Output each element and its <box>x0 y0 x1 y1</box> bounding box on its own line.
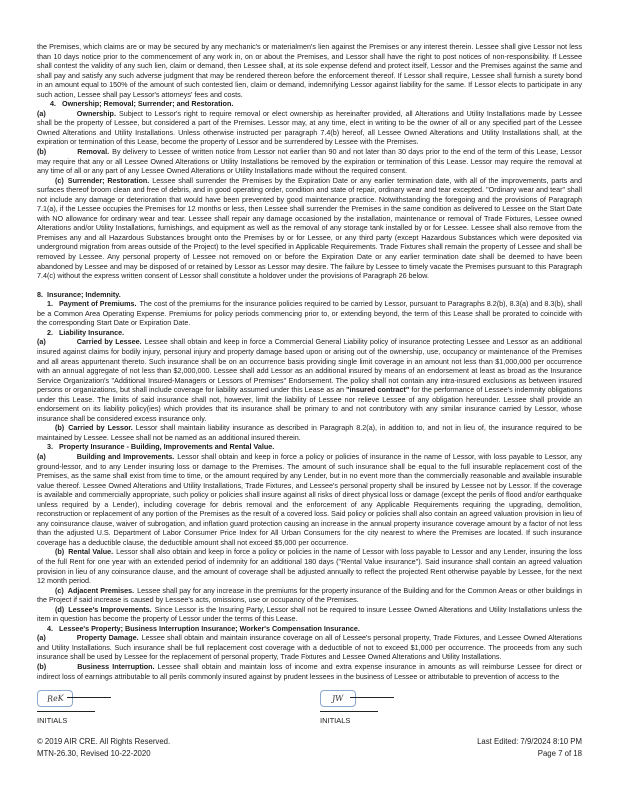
lessor-initials-stamp[interactable] <box>37 690 177 725</box>
paragraph-heading: Liability Insurance. <box>59 327 125 337</box>
initials-underline <box>37 711 95 712</box>
paragraph-8-3-c <box>37 586 582 605</box>
paragraph-body: Lessor shall also obtain and keep in force a policy or policies in the name of Lessor with loss payable to Lessor and any Lender, insuring the loss of the full Rent for one year with an extended period of indemnity for an additional 180 days ("Rental Value insurance"). Said insurance shall contain an agreed valuation provision in lieu of any coinsurance clause, and the amount of coverage shall be adjusted annually to reflect the projected Rent otherwise payable by Lessee, for the next 12 month period. <box>37 547 582 586</box>
paragraph-body: The cost of the premiums for the insurance policies required to be carried by Lessor, pursuant to Paragraphs 8.2(b), 8.3(a) and 8.3(b), shall be a Common Area Operating Expense. Premiums for policy periods commencing prior to, or extending beyond, the term of this Lease shall be prorated to coincide with the corresponding Start Date or Expiration Date. <box>37 299 582 328</box>
section-heading-8-2 <box>37 328 582 338</box>
paragraph-label: (d) <box>55 604 65 614</box>
paragraph-heading: Building and Improvements. <box>76 451 175 461</box>
paragraph-label: (a) <box>37 451 46 461</box>
paragraph-label: (b) <box>37 147 47 157</box>
paragraph-heading: Property Damage. <box>76 633 139 643</box>
paragraph-body: Lessor shall maintain liability insurance as described in Paragraph 8.2(a), in addition to, and not in lieu of, the insurance required to be maintained by Lessee. Lessee shall not be named as an additional insured therein. <box>37 423 583 442</box>
paragraph-8-3-d <box>37 605 582 624</box>
section-heading-8-4 <box>37 624 582 634</box>
paragraph-heading: Rental Value. <box>68 547 114 557</box>
paragraph-label: (a) <box>37 633 46 643</box>
section-title: Insurance; Indemnity. <box>47 289 121 299</box>
page-content <box>37 42 582 681</box>
paragraph-7-4-a <box>37 109 582 147</box>
paragraph-body: By delivery to Lessee of written notice from Lessor not earlier than 90 and not later than 30 days prior to the end of the term of this Lease, Lessor may require that any or all Lessee Owned Alterations or Utility Installations be removed by the expiration or termination of this Lease. Lessor may require the removal at any time of all or any part of any Lessee Owned Alterations or Utility Installations made without the required consent. <box>37 147 582 176</box>
initials-label: INITIALS <box>320 716 351 725</box>
paragraph-heading: Business Interruption. <box>77 662 155 671</box>
paragraph-label: (b) <box>37 662 47 671</box>
paragraph-heading: Ownership. <box>76 108 116 118</box>
paragraph-label: (c) <box>55 585 64 595</box>
paragraph-body: the Premises, which claims are or may be secured by any mechanic's or materialmen's lien against the Premises or any interest therein. Lessee shall give Lessor not less than 10 days notice prior to the commencement of any work in, on or about the Premises, and Lessor shall have the right to post notices of non-responsibility. If Lessee shall contest the validity of any such lien, claim or demand, then Lessee shall, at its sole expense defend and protect itself, Lessor and the Premises against the same and shall pay and satisfy any such adverse judgment that may be rendered thereon before the enforcement thereof. If Lessor shall require, Lessee shall furnish a surety bond in an amount equal to 150% of the amount of such contested lien, claim or demand, indemnifying Lessor against liability for the same. If Lessor elects to participate in any such action, Lessee shall pay Lessor's attorneys' fees and costs. <box>37 42 582 99</box>
paragraph-body: Lessee shall surrender the Premises by the Expiration Date or any earlier termination date, with all of the improvements, parts and surfaces thereof broom clean and free of debris, and in good operating order, condition and state of repair, ordinary wear and tear excepted. "Ordinary wear and tear" shall not include any damage or deterioration that would have been prevented by good maintenance practice. Notwithstanding the foregoing and the provisions of Paragraph 7.1(a), if the Lessee occupies the Premises for 12 months or less, then Lessee shall surrender the Premises in the same condition as delivered to Lessee on the Start Date with NO allowance for ordinary wear and tear. Lessee shall repair any damage occasioned by the installation, maintenance or removal of Trade Fixtures, Lessee owned Alterations and/or Utility Installations, furnishings, and equipment as well as the removal of any storage tank installed by or for Lessee. Lessee shall also remove from the Premises any and all Hazardous Substances brought onto the Premises by or for Lessee, or any third party (except Hazardous Substances which were deposited via underground migration from areas outside of the Project) to the level specified in Applicable Requirements. Trade Fixtures shall remain the property of Lessee and shall be removed by Lessee. Any personal property of Lessee not removed on or before the Expiration Date or any earlier termination date shall be deemed to have been abandoned by Lessee and may be disposed of or retained by Lessor as Lessor may desire. The failure by Lessee to timely vacate the Premises pursuant to this Paragraph 7.4(c) without the express written consent of Lessor shall constitute a holdover under the provisions of Paragraph 26 below. <box>37 175 582 281</box>
paragraph-label: (b) <box>55 547 65 557</box>
paragraph-body: Subject to Lessor's right to require removal or elect ownership as hereinafter provided, all Alterations and Utility Installations made by Lessee shall be the property of Lessee, but considered a part of the Premises. Lessor may, at any time, elect in writing to be the owner of all or any specified part of the Lessee Owned Alterations and Utility Installations. Unless otherwise instructed per paragraph 7.4(b) hereof, all Lessee Owned Alterations and Utility Installations shall, at the expiration or termination of this Lease, become the property of Lessor and be surrendered by Lessee with the Premises. <box>37 108 582 147</box>
section-number: 4. <box>50 99 56 109</box>
paragraph-8-2-a <box>37 337 582 423</box>
last-edited-text: Last Edited: 7/9/2024 8:10 PM <box>477 737 582 746</box>
page-number-text: Page 7 of 18 <box>537 749 582 758</box>
paragraph-label: (a) <box>37 337 46 347</box>
paragraph-body: Lessor shall obtain and keep in force a policy or policies of insurance in the name of Lessor, with loss payable to Lessor, any ground-lessor, and to any Lender insuring loss or damage to the Premises. The amount of such insurance shall be equal to the full insurable replacement cost of the Premises, as the same shall exist from time to time, or the amount required by any Lender, but in no event more than the commercially reasonable and available insurable value thereof. Lessee Owned Alterations and Utility Installations, Trade Fixtures, and Lessee's personal property shall be insured by Lessee not by Lessor. If the coverage is available and commercially appropriate, such policy or policies shall insure against all risks of direct physical loss or damage (except the perils of flood and/or earthquake unless required by a Lender), including coverage for debris removal and the enforcement of any Applicable Requirements requiring the upgrading, demolition, reconstruction or replacement of any portion of the Premises as the result of a covered loss. Said policy or policies shall also contain an agreed valuation provision in lieu of any coinsurance clause, waiver of subrogation, and inflation guard protection causing an increase in the annual property insurance coverage amount by a factor of not less than the adjusted U.S. Department of Labor Consumer Price Index for All Urban Consumers for the city nearest to where the Premises are located. If such insurance coverage has a deductible clause, the deductible amount shall not exceed $5,000 per occurrence. <box>37 451 582 547</box>
initials-box-icon[interactable] <box>320 690 356 707</box>
paragraph-heading: Payment of Premiums. <box>59 299 137 309</box>
paragraph-body-continued: for the performance of Lessee's indemnity obligations under this Lease. The limits of said insurance shall not, however, limit the liability of Lessee nor relieve Lessee of any obligation hereunder. Lessee shall provide an endorsement on its liability policy(ies) which provides that its insurance shall be primary to and not contributory with any similar insurance carried by Lessor, whose insurance shall be considered excess insurance only. <box>37 385 582 423</box>
paragraph-heading: Carried by Lessee. <box>76 337 142 347</box>
lessee-initials-stamp[interactable] <box>320 690 460 725</box>
insured-contract-term: "insured contract" <box>346 385 410 395</box>
paragraph-label: 1. <box>47 299 53 309</box>
paragraph-8-3-a <box>37 452 582 547</box>
section-title: Ownership; Removal; Surrender; and Restoration. <box>62 99 234 109</box>
paragraph-label: (b) <box>55 423 65 433</box>
paragraph-body: Lessee shall obtain and maintain loss of income and extra expense insurance in amounts as will reimburse Lessee for direct or indirect loss of earnings attributable to all perils commonly insured against by prudent lessees in the business of Lessee or attributable to prevention of access to the <box>37 662 582 681</box>
initials-underline <box>320 711 378 712</box>
form-id-text: MTN-26.30, Revised 10-22-2020 <box>37 749 151 758</box>
section-heading-8 <box>37 290 582 300</box>
initials-signature: JW <box>331 693 345 704</box>
paragraph-label: 2. <box>47 327 53 337</box>
paragraph-heading: Lessee's Property; Business Interruption Insurance; Worker's Compensation Insurance. <box>59 623 360 633</box>
section-heading-8-3 <box>37 442 582 452</box>
paragraph-heading: Carried by Lessor. <box>68 423 133 433</box>
initials-line <box>350 697 394 698</box>
initials-box-icon[interactable] <box>37 690 73 707</box>
paragraph-8-1 <box>37 299 582 328</box>
section-heading-7-4 <box>37 99 582 109</box>
paragraph-7-4-b <box>37 147 582 176</box>
copyright-text: © 2019 AIR CRE. All Rights Reserved. <box>37 737 171 746</box>
paragraph-heading: Surrender; Restoration. <box>67 175 150 185</box>
paragraph-heading: Removal. <box>77 147 110 157</box>
continuation-paragraph <box>37 42 582 99</box>
section-number: 8. <box>37 289 43 299</box>
paragraph-label: (a) <box>37 108 46 118</box>
initials-row <box>37 690 582 736</box>
paragraph-label: (c) <box>55 175 64 185</box>
paragraph-body: Lessee shall obtain and maintain insurance coverage on all of Lessee's personal property, Trade Fixtures, and Lessee Owned Alterations and Utility Installations. Such insurance shall be full replacement cost coverage with a deductible of not to exceed $1,000 per occurrence. The proceeds from any such insurance shall be used by Lessee for the replacement of personal property, Trade Fixtures and Lessee Owned Alterations and Utility Installations. <box>37 633 583 662</box>
page-footer <box>37 690 582 760</box>
paragraph-heading: Adjacent Premises. <box>67 585 135 595</box>
paragraph-body: Since Lessor is the Insuring Party, Lessor shall not be required to insure Lessee Owned Alterations and Utility Installations unless the item in question has become the property of Lessor under the terms of this Lease. <box>37 604 582 624</box>
paragraph-8-3-b <box>37 547 582 585</box>
paragraph-heading: Property Insurance - Building, Improvements and Rental Value. <box>59 442 275 452</box>
paragraph-label: 4. <box>47 623 53 633</box>
paragraph-body: Lessee shall obtain and keep in force a Commercial General Liability policy of insurance protecting Lessee and Lessor as an additional insured against claims for bodily injury, personal injury and property damage based upon or arising out of the ownership, use, occupancy or maintenance of the Premises and all areas appurtenant thereto. Such insurance shall be on an occurrence basis providing single limit coverage in an amount not less than $1,000,000 per occurrence with an annual aggregate of not less than $2,000,000. Lessee shall add Lessor as an additional insured by means of an endorsement at least as broad as the Insurance Service Organization's "Additional Insured-Managers or Lessors of Premises" Endorsement. The policy shall not contain any intra-insured exclusions as between insured persons or organizations, but shall include coverage for liability assumed under this Lease as an <box>37 337 582 395</box>
paragraph-8-2-b <box>37 423 582 442</box>
paragraph-7-4-c <box>37 176 582 281</box>
paragraph-heading: Lessee's Improvements. <box>68 604 152 614</box>
initials-label: INITIALS <box>37 716 68 725</box>
paragraph-8-4-a <box>37 633 582 662</box>
paragraph-body: Lessee shall pay for any increase in the premiums for the property insurance of the Building and for the Common Areas or other buildings in the Project if said increase is caused by Lessee's acts, omissions, use or occupancy of the Premises. <box>37 585 582 605</box>
paragraph-label: 3. <box>47 442 53 452</box>
initials-line <box>67 697 111 698</box>
paragraph-8-4-b <box>37 662 582 681</box>
initials-signature: ReK <box>46 693 64 704</box>
